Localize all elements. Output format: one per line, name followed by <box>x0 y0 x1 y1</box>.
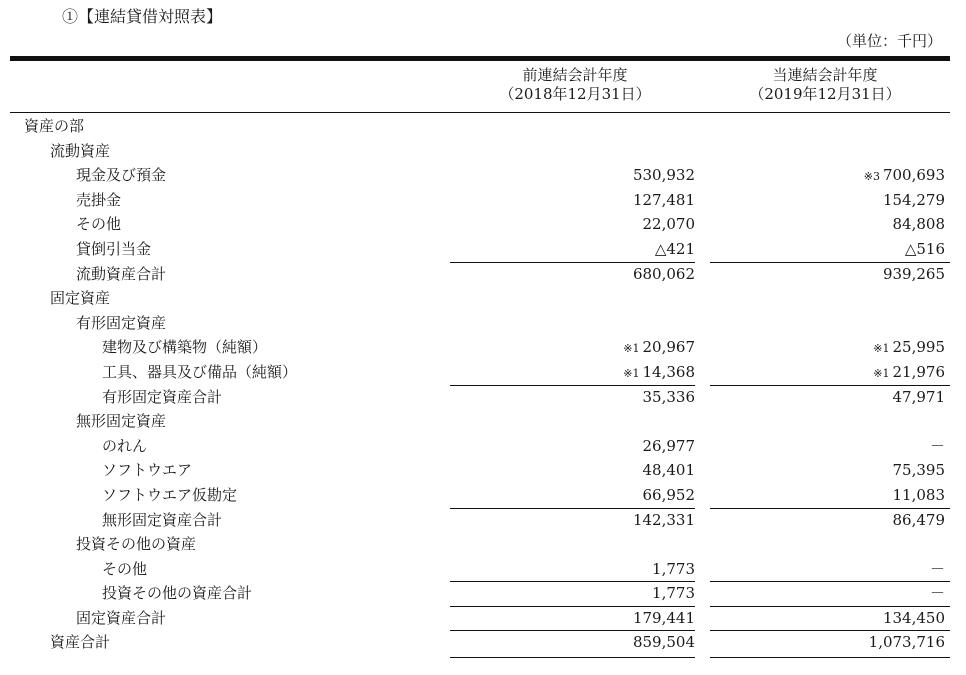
value-prev <box>455 335 695 362</box>
row-label: 有形固定資産 <box>76 313 167 332</box>
row-label: 無形固定資産 <box>76 412 167 431</box>
balance-sheet-rows <box>0 114 966 655</box>
value-prev <box>455 262 695 287</box>
amount: 939,265 <box>882 264 945 283</box>
column-header-prev-title: 前連結会計年度 <box>522 66 628 84</box>
value-curr <box>705 458 945 483</box>
row-label: 建物及び構築物（純額） <box>102 338 268 357</box>
amount: 11,083 <box>892 485 945 504</box>
amount: 134,450 <box>882 608 945 627</box>
value-curr <box>705 237 945 262</box>
row-label: 売掛金 <box>76 190 122 209</box>
table-row <box>0 434 966 459</box>
value-curr <box>705 508 945 533</box>
amount: 530,932 <box>632 166 695 185</box>
row-label: 固定資産合計 <box>76 608 167 627</box>
footnote-mark: ※1 <box>623 366 640 380</box>
table-row <box>0 311 966 336</box>
amount: － <box>929 436 945 455</box>
statement-title: ①【連結貸借対照表】 <box>62 7 223 26</box>
table-row <box>0 557 966 582</box>
amount: 75,395 <box>892 461 945 480</box>
value-curr <box>705 581 945 606</box>
value-curr <box>705 434 945 459</box>
value-prev <box>455 581 695 606</box>
table-row <box>0 360 966 385</box>
row-label: 工具、器具及び備品（純額） <box>102 362 298 381</box>
table-row <box>0 114 966 139</box>
column-header-curr-date: （2019年12月31日） <box>749 85 901 103</box>
row-label: その他 <box>76 215 122 234</box>
amount: － <box>929 584 945 603</box>
value-curr <box>705 557 945 582</box>
amount: 142,331 <box>632 510 695 529</box>
row-label: 無形固定資産合計 <box>102 510 223 529</box>
value-curr <box>705 188 945 213</box>
amount: 14,368 <box>642 362 695 381</box>
value-prev <box>455 237 695 262</box>
table-row <box>0 188 966 213</box>
amount: △516 <box>904 239 945 258</box>
footnote-mark: ※1 <box>623 342 640 356</box>
column-header-prev-date: （2018年12月31日） <box>499 85 651 103</box>
value-prev <box>455 483 695 508</box>
row-label: 投資その他の資産合計 <box>102 584 253 603</box>
amount: 47,971 <box>892 387 945 406</box>
table-row <box>0 532 966 557</box>
footnote-mark: ※1 <box>873 366 890 380</box>
value-curr <box>705 385 945 410</box>
amount: 35,336 <box>642 387 695 406</box>
table-row <box>0 212 966 237</box>
amount: 700,693 <box>882 166 945 185</box>
header-bottom-rule <box>10 112 950 113</box>
amount: 25,995 <box>892 338 945 357</box>
row-label: 現金及び預金 <box>76 166 167 185</box>
amount: 22,070 <box>642 215 695 234</box>
table-row-total <box>0 508 966 533</box>
table-row-total <box>0 630 966 655</box>
table-row-total <box>0 606 966 631</box>
table-row <box>0 163 966 188</box>
value-curr <box>705 262 945 287</box>
table-row-total <box>0 385 966 410</box>
table-row <box>0 335 966 360</box>
unit-label: （単位：千円） <box>836 32 942 50</box>
value-prev <box>455 360 695 387</box>
row-label: 資産合計 <box>50 633 111 652</box>
value-curr <box>705 360 945 387</box>
amount: 179,441 <box>632 608 695 627</box>
table-row <box>0 458 966 483</box>
row-label: 流動資産合計 <box>76 264 167 283</box>
table-row <box>0 237 966 262</box>
table-row <box>0 286 966 311</box>
value-prev <box>455 458 695 483</box>
row-label: のれん <box>102 436 148 455</box>
row-label: 資産の部 <box>24 117 85 135</box>
table-row <box>0 409 966 434</box>
value-prev <box>455 385 695 410</box>
table-row-total <box>0 262 966 287</box>
value-prev <box>455 188 695 213</box>
row-label: その他 <box>102 559 148 578</box>
row-label: ソフトウエア仮勘定 <box>102 485 238 504</box>
row-label: 貸倒引当金 <box>76 239 152 258</box>
row-label: 投資その他の資産 <box>76 535 197 554</box>
value-prev <box>455 508 695 533</box>
amount: 1,773 <box>652 559 695 578</box>
amount: 127,481 <box>632 190 695 209</box>
value-prev <box>455 434 695 459</box>
amount: 1,073,716 <box>868 633 945 652</box>
amount: 859,504 <box>632 633 695 652</box>
value-curr <box>705 483 945 508</box>
amount: △421 <box>654 239 695 258</box>
table-row-total <box>0 581 966 606</box>
amount: 86,479 <box>892 510 945 529</box>
amount: 26,977 <box>642 436 695 455</box>
amount: 680,062 <box>632 264 695 283</box>
amount: － <box>929 559 945 578</box>
header-top-rule <box>10 56 950 61</box>
column-header-prev <box>450 66 700 104</box>
footnote-mark: ※1 <box>873 342 890 356</box>
table-row <box>0 139 966 164</box>
table-row <box>0 483 966 508</box>
value-prev <box>455 557 695 582</box>
amount: 20,967 <box>642 338 695 357</box>
amount: 21,976 <box>892 362 945 381</box>
value-curr <box>705 335 945 362</box>
footnote-mark: ※3 <box>863 170 880 184</box>
row-label: 流動資産 <box>50 141 111 160</box>
column-header-curr-title: 当連結会計年度 <box>772 66 878 84</box>
amount: 154,279 <box>882 190 945 209</box>
value-prev <box>455 630 695 655</box>
value-curr <box>705 212 945 237</box>
column-header-curr <box>700 66 950 104</box>
amount: 48,401 <box>642 461 695 480</box>
amount: 84,808 <box>892 215 945 234</box>
row-label: ソフトウエア <box>102 461 193 480</box>
amount: 66,952 <box>642 485 695 504</box>
row-label: 固定資産 <box>50 289 111 308</box>
value-curr <box>705 630 945 655</box>
value-curr <box>705 606 945 631</box>
amount: 1,773 <box>652 584 695 603</box>
row-label: 有形固定資産合計 <box>102 387 223 406</box>
value-curr <box>705 163 945 190</box>
value-prev <box>455 606 695 631</box>
value-prev <box>455 163 695 188</box>
value-prev <box>455 212 695 237</box>
